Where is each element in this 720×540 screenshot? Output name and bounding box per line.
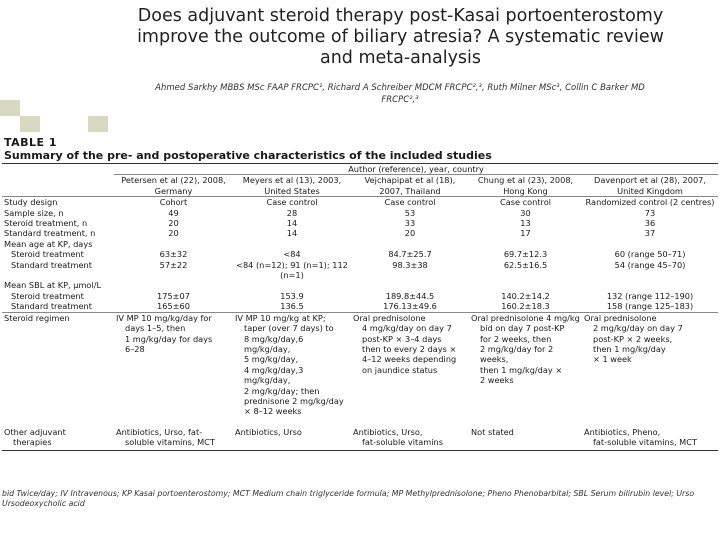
table-cell: 84.7±25.7 <box>388 249 432 260</box>
table-cell: <84 (n=12); 91 (n=1); 112 (n=1) <box>236 259 348 281</box>
table-cell: 20 <box>168 218 179 229</box>
table-row <box>2 197 718 208</box>
table-cell: Case control <box>469 197 582 208</box>
table-row <box>2 218 718 228</box>
cell-line: Oral prednisolone <box>584 312 657 323</box>
table-row <box>2 249 718 259</box>
table-cell <box>233 280 351 290</box>
decor-square <box>20 116 40 132</box>
cell-line: soluble vitamins, MCT <box>125 437 215 448</box>
table-cell <box>582 280 718 290</box>
table-cell: 136.5 <box>280 301 304 312</box>
cell-line: post-KP × 3–4 days <box>362 333 442 344</box>
table-cell: 30 <box>520 207 531 218</box>
header-spacer <box>2 164 114 175</box>
table-cell: 33 <box>404 218 416 229</box>
cell-line: 4 mg/kg/day,3 mg/kg/day, <box>244 364 304 386</box>
column-header-row <box>2 175 718 197</box>
cell-line: 5 mg/kg/day, <box>244 354 299 365</box>
cell-line: × 8–12 weeks <box>244 406 302 417</box>
table-cell <box>469 239 582 249</box>
table-cell <box>469 417 582 450</box>
row-label: Standard treatment <box>11 301 92 312</box>
table-cell: 158 (range 125–183) <box>606 301 694 312</box>
row-label <box>2 417 114 450</box>
table-cell <box>114 280 233 290</box>
table-cell: 98.3±38 <box>392 259 428 270</box>
table-cell: 28 <box>286 207 298 218</box>
cell-line: Oral prednisolone 4 mg/kg <box>471 312 580 323</box>
table-cell: 63±32 <box>159 249 188 260</box>
table-cell: 69.7±12.3 <box>503 249 548 260</box>
table-cell: 14 <box>286 228 298 239</box>
cell-line: Antibiotics, Pheno, <box>584 426 661 437</box>
page-title: Does adjuvant steroid therapy post-Kasai portoenterostomy improve the outcome of biliary atresia? A systematic review and meta-analysis <box>137 6 664 68</box>
table-summary: Summary of the pre- and postoperative characteristics of the included studies <box>4 149 492 162</box>
table-row <box>2 291 718 301</box>
column-header: Petersen et al (22), 2008, Germany <box>121 175 226 196</box>
table-cell: 153.9 <box>280 290 304 301</box>
table-cell: 13 <box>520 218 531 229</box>
column-header: Vejchapipat et al (18), 2007, Thailand <box>364 175 456 196</box>
table-label: TABLE 1 <box>4 136 58 149</box>
table-row <box>2 301 718 312</box>
row-label: Standard treatment, n <box>4 228 96 239</box>
decor-square <box>0 100 20 116</box>
cell-line: IV MP 10 mg/kg at KP; <box>235 312 326 323</box>
cell-line: bid on day 7 post-KP <box>480 323 565 334</box>
row-label: Steroid treatment, n <box>4 218 88 229</box>
row-label: Standard treatment <box>11 259 92 270</box>
table-row <box>2 228 718 238</box>
header-row <box>2 164 718 175</box>
cell-line: then 1 mg/kg/day <box>593 343 666 354</box>
table-cell: 57±22 <box>159 259 188 270</box>
table-cell <box>469 312 582 417</box>
table-cell: 20 <box>404 228 416 239</box>
row-label: Sample size, n <box>4 207 64 218</box>
table-cell <box>469 280 582 290</box>
cell-line: IV MP 10 mg/kg/day for <box>116 312 212 323</box>
header-spacer <box>2 175 114 197</box>
cell-line: 6–28 <box>125 343 145 354</box>
row-label: Steroid treatment <box>11 249 84 260</box>
table-row <box>2 260 718 281</box>
table-cell: 37 <box>644 228 656 239</box>
table-cell <box>351 239 469 249</box>
decor-square <box>88 116 108 132</box>
spanning-header: Author (reference), year, country <box>114 164 718 175</box>
table-cell: 62.5±16.5 <box>503 259 548 270</box>
table-cell: 140.2±14.2 <box>501 290 550 301</box>
row-label: Mean age at KP, days <box>4 238 93 249</box>
table-footnote: bid Twice/day; IV Intravenous; KP Kasai portoenterostomy; MCT Medium chain triglyceride formula; MP Methylprednisolone; Pheno Phenobarbital; SBL Serum bilirubin level; Urso Ursodeoxycholic acid <box>2 489 695 508</box>
table-cell: 53 <box>404 207 416 218</box>
table-cell: 14 <box>286 218 298 229</box>
cell-line: Antibiotics, Urso <box>235 426 302 437</box>
table-cell: 73 <box>644 207 656 218</box>
cell-line: Antibiotics, Urso, <box>353 426 423 437</box>
cell-line: 2 mg/kg/day for 2 weeks, <box>480 343 554 365</box>
cell-line: then 1 mg/kg/day × <box>480 364 563 375</box>
cell-line: 4 mg/kg/day on day 7 <box>362 323 452 334</box>
cell-line: Antibiotics, Urso, fat- <box>116 426 203 437</box>
authors-line: Ahmed Sarkhy MBBS MSc FAAP FRCPC¹, Richard A Schreiber MDCM FRCPC²,³, Ruth Milner MSc³, Collin C Barker MD FRCPC²,³ <box>155 83 645 105</box>
table-cell: 36 <box>644 218 656 229</box>
table-cell: 60 (range 50–71) <box>614 249 686 260</box>
characteristics-table <box>2 163 718 451</box>
table-cell <box>351 417 469 450</box>
cell-line: Other adjuvant <box>4 426 66 437</box>
table-cell <box>351 280 469 290</box>
table-cell: <84 <box>283 249 301 260</box>
table-cell <box>233 417 351 450</box>
cell-line: 2 mg/kg/day on day 7 <box>593 323 683 334</box>
table-cell: 165±60 <box>157 301 190 312</box>
cell-line: fat-soluble vitamins, MCT <box>593 437 697 448</box>
cell-line: 2 mg/kg/day; then <box>244 385 320 396</box>
cell-line: post-KP × 2 weeks, <box>593 333 673 344</box>
table-cell <box>114 417 233 450</box>
table-cell: 175±07 <box>157 290 190 301</box>
table-cell: 189.8±44.5 <box>385 290 435 301</box>
table-cell <box>582 312 718 417</box>
cell-line: 8 mg/kg/day,6 mg/kg/day, <box>244 333 304 354</box>
table-cell: 49 <box>168 207 179 218</box>
row-label: Study design <box>2 197 114 208</box>
row-label: Mean SBL at KP, µmol/L <box>4 280 102 291</box>
table-cell: Case control <box>233 197 351 208</box>
table-cell <box>114 312 233 417</box>
table-cell <box>582 239 718 249</box>
table-cell: 17 <box>520 228 531 239</box>
table-cell <box>351 312 469 417</box>
table-cell: 20 <box>168 228 179 239</box>
table-cell <box>582 417 718 450</box>
cell-line: fat-soluble vitamins <box>362 437 443 448</box>
table-caption <box>4 136 492 162</box>
table-row <box>2 208 718 218</box>
cell-line: taper (over 7 days) to <box>244 323 334 334</box>
table-cell: Case control <box>351 197 469 208</box>
table-cell: 132 (range 112–190) <box>606 290 694 301</box>
table-cell: 176.13±49.6 <box>383 301 437 312</box>
cell-line: therapies <box>13 437 52 448</box>
cell-line: then to every 2 days × <box>362 343 457 354</box>
cell-line: 2 weeks <box>480 375 514 386</box>
cell-line: 4–12 weeks depending <box>362 354 457 365</box>
table-row <box>2 417 718 450</box>
cell-line: 1 mg/kg/day for days <box>125 333 213 344</box>
cell-line: prednisone 2 mg/kg/day <box>244 395 344 406</box>
table-cell: 54 (range 45–70) <box>614 259 686 270</box>
cell-line: days 1–5, then <box>125 323 186 334</box>
table-row <box>2 312 718 417</box>
cell-line: × 1 week <box>593 354 632 365</box>
row-label: Steroid treatment <box>11 290 84 301</box>
table-cell: Randomized control (2 centres) <box>582 197 718 208</box>
table-row <box>2 280 718 290</box>
column-header: Meyers et al (13), 2003, United States <box>242 175 342 196</box>
table-cell <box>114 239 233 249</box>
table-cell: 160.2±18.3 <box>501 301 550 312</box>
cell-line: Oral prednisolone <box>353 312 426 323</box>
table-cell <box>233 239 351 249</box>
column-header: Davenport et al (28), 2007, United Kingdom <box>594 175 706 196</box>
column-header: Chung et al (23), 2008, Hong Kong <box>477 175 574 196</box>
table-cell: Cohort <box>114 197 233 208</box>
row-label: Steroid regimen <box>2 312 114 417</box>
table-cell <box>233 312 351 417</box>
cell-line: for 2 weeks, then <box>480 333 552 344</box>
cell-line: Not stated <box>471 426 514 437</box>
table-row <box>2 239 718 249</box>
cell-line: on jaundice status <box>362 364 438 375</box>
